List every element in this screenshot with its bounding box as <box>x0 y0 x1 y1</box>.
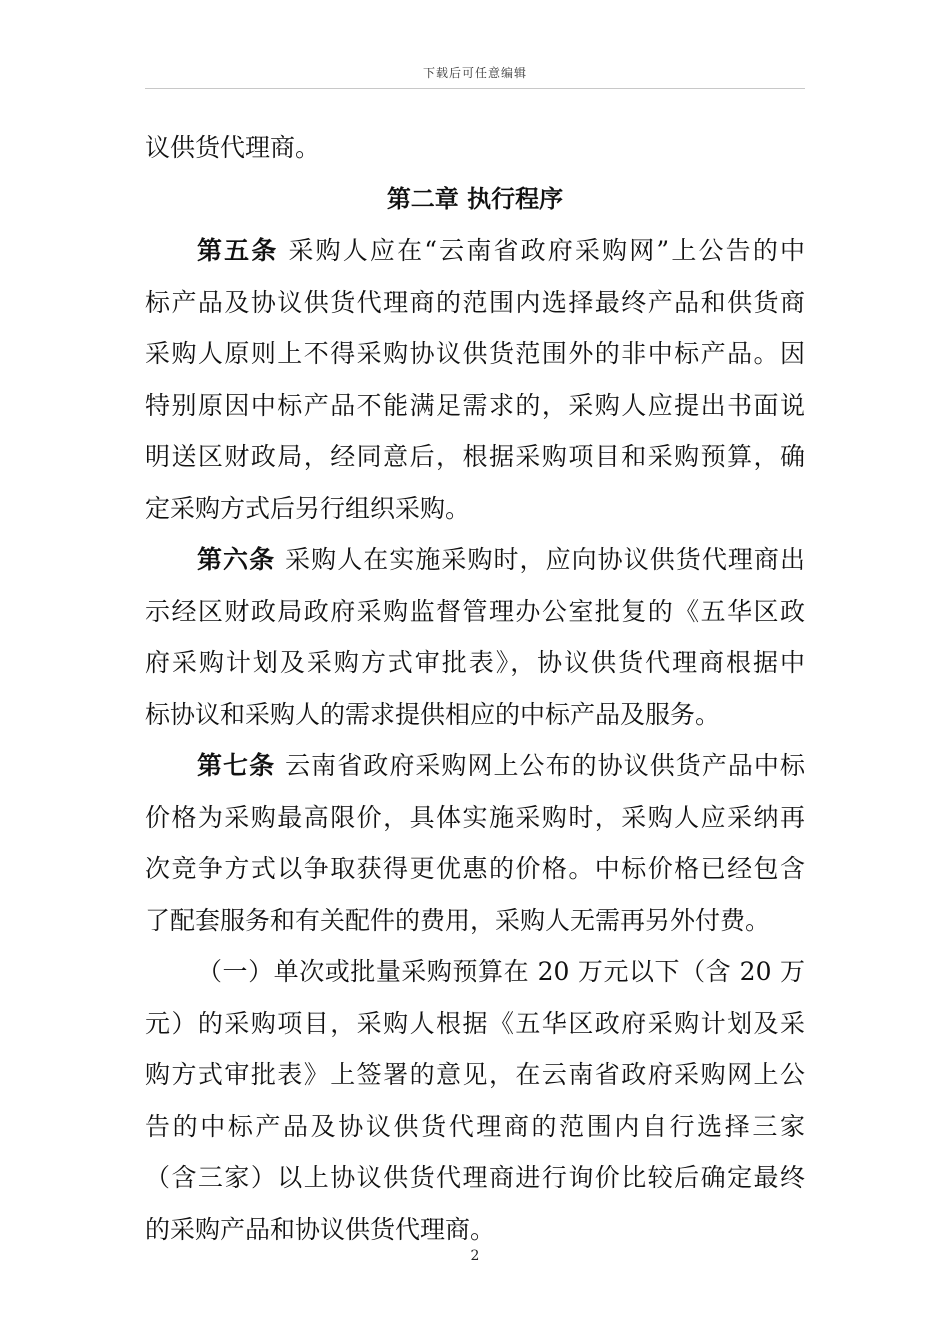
article-5-line-1 <box>145 225 805 277</box>
document-body <box>145 122 805 1255</box>
item-1-line-5: （含三家）以上协议供货代理商进行询价比较后确定最终 <box>145 1163 805 1192</box>
article-7-line-2: 价格为采购最高限价，具体实施采购时，采购人应采纳再 <box>145 802 805 832</box>
chapter-title: 第二章 执行程序 <box>386 184 564 213</box>
article-7-label: 第七条 <box>197 751 276 780</box>
article-5-line-3: 采购人原则上不得采购协议供货范围外的非中标产品。因 <box>145 339 805 368</box>
article-7-line-1 <box>145 740 805 792</box>
article-7-line-4: 了配套服务和有关配件的费用，采购人无需再另外付费。 <box>145 905 771 935</box>
article-6-label: 第六条 <box>197 545 276 574</box>
item-1-line-6: 的采购产品和协议供货代理商。 <box>145 1214 496 1244</box>
article-5-line-2: 标产品及协议供货代理商的范围内选择最终产品和供货商 <box>145 287 805 317</box>
article-5-label: 第五条 <box>197 236 279 265</box>
article-6-line-1 <box>145 534 805 586</box>
item-1-line-3: 购方式审批表》上签署的意见，在云南省政府采购网上公 <box>145 1060 805 1089</box>
article-5-line-5: 明送区财政局，经同意后，根据采购项目和采购预算，确 <box>145 442 805 471</box>
item-1 <box>145 946 805 1255</box>
header-divider <box>145 88 805 89</box>
article-5-line-6: 定采购方式后另行组织采购。 <box>145 493 471 523</box>
item-1-line-4: 告的中标产品及协议供货代理商的范围内自行选择三家 <box>145 1111 805 1141</box>
header-note: 下载后可任意编辑 <box>422 66 527 80</box>
item-1-line-2: 元）的采购项目，采购人根据《五华区政府采购计划及采 <box>145 1008 805 1038</box>
article-5-text-1: 采购人应在“云南省政府采购网”上公告的中 <box>288 236 805 265</box>
paragraph-continuation-line: 议供货代理商。 <box>145 133 321 162</box>
article-7-text-1: 云南省政府采购网上公布的协议供货产品中标 <box>285 751 805 780</box>
article-6-line-2: 示经区财政局政府采购监督管理办公室批复的《五华区政 <box>145 596 805 626</box>
article-5 <box>145 225 805 534</box>
article-7 <box>145 740 805 946</box>
article-5-line-4: 特别原因中标产品不能满足需求的，采购人应提出书面说 <box>145 390 805 420</box>
article-6 <box>145 534 805 740</box>
page-number: 2 <box>470 1248 480 1264</box>
article-7-line-3: 次竞争方式以争取获得更优惠的价格。中标价格已经包含 <box>145 854 805 883</box>
item-1-line-1: （一）单次或批量采购预算在 20 万元以下（含 20 万 <box>197 957 805 986</box>
article-6-text-1: 采购人在实施采购时，应向协议供货代理商出 <box>285 545 805 574</box>
article-6-line-3: 府采购计划及采购方式审批表》，协议供货代理商根据中 <box>145 648 805 677</box>
article-6-line-4: 标协议和采购人的需求提供相应的中标产品及服务。 <box>145 699 721 729</box>
